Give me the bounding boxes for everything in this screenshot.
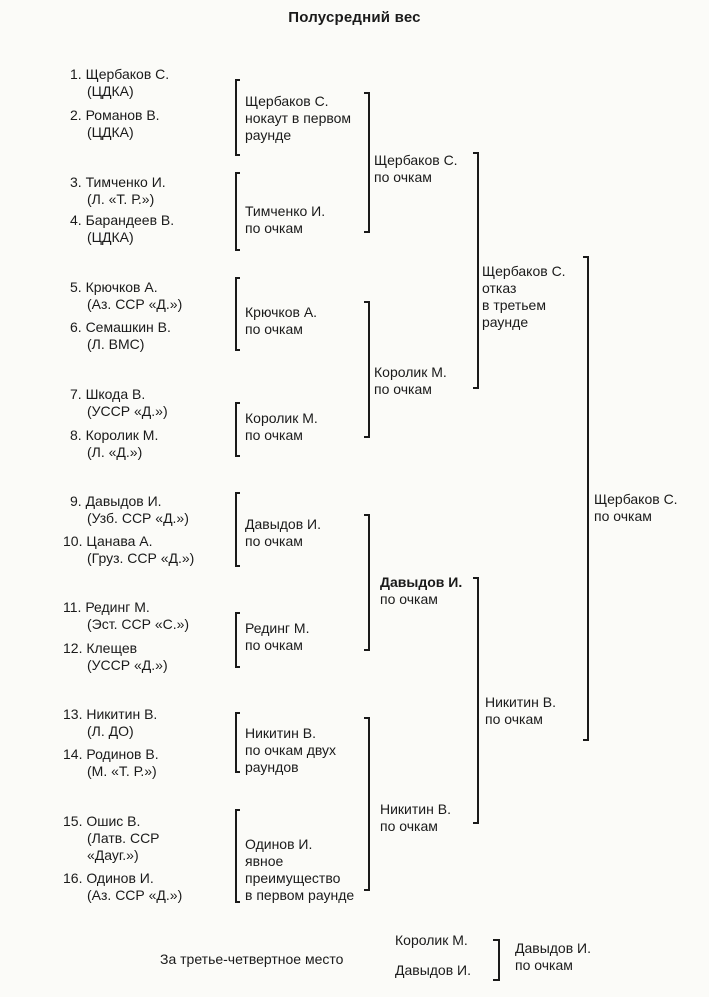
result-line: по очкам: [374, 381, 432, 397]
participant-5: [70, 279, 182, 313]
participant-name: 15. Ошис В.: [63, 813, 141, 829]
third-brace: [493, 940, 499, 980]
winner-name: Щербаков С.: [245, 93, 329, 109]
result-line: по очкам: [380, 818, 438, 834]
participant-club: (ЦДКА): [87, 83, 134, 99]
participant-15: [63, 813, 160, 864]
participant-club: (Л. ДО): [87, 723, 134, 739]
r1-brace-4: [236, 403, 240, 456]
participant-club: (Груз. ССР «Д.»): [87, 550, 195, 566]
participant-club: (ЦДКА): [87, 229, 134, 245]
result-line: в первом раунде: [245, 887, 355, 903]
result-line: по очкам: [245, 427, 303, 443]
result-line: преимущество: [245, 870, 341, 886]
participant-7: [70, 386, 168, 420]
participant-name: 5. Крючков А.: [70, 279, 158, 295]
result-line: отказ: [482, 280, 517, 296]
participant-club: (Л. «Т. Р.»): [87, 191, 155, 207]
result-line: по очкам: [245, 637, 303, 653]
participant-club: (Эст. ССР «С.»): [87, 616, 190, 632]
sf-result-1: [482, 263, 566, 331]
r2-result-4: [380, 801, 451, 835]
winner-name: Крючков А.: [245, 304, 318, 320]
participant-club: (Латв. ССР: [87, 830, 160, 846]
r1-brace-6: [236, 613, 240, 667]
r1-result-6: [245, 620, 309, 654]
participant-club: (Л. ВМС): [87, 336, 145, 352]
r1-result-7: [245, 725, 336, 776]
participant-1: [70, 66, 169, 100]
r2-result-2: [374, 364, 447, 398]
participant-name: 8. Королик М.: [70, 427, 159, 443]
participant-14: [63, 746, 159, 780]
r2-result-3: [380, 574, 462, 608]
participant-name: 2. Романов В.: [70, 107, 160, 123]
winner-name: Щербаков С.: [594, 491, 678, 507]
participant-11: [63, 599, 189, 633]
participant-club-2: «Дауг.»): [87, 847, 139, 863]
participant-16: [63, 870, 182, 904]
result-line: по очкам: [245, 321, 303, 337]
result-line: по очкам: [485, 711, 543, 727]
third-place-result: [515, 940, 591, 974]
participant-club: (ЦДКА): [87, 124, 134, 140]
result-line: в третьем: [482, 297, 546, 313]
result-line: явное: [245, 853, 284, 869]
participant-2: [70, 107, 160, 141]
winner-name: Тимченко И.: [245, 203, 326, 219]
winner-name: Рединг М.: [245, 620, 310, 636]
participant-13: [63, 706, 157, 740]
participant-name: 3. Тимченко И.: [70, 174, 166, 190]
r2-brace-3: [364, 515, 369, 650]
participant-10: [63, 533, 194, 567]
sf-result-2: [485, 694, 556, 728]
r1-result-2: [245, 203, 325, 237]
result-line: по очкам двух: [245, 742, 337, 758]
winner-name: Щербаков С.: [374, 152, 458, 168]
result-line: раунде: [482, 314, 529, 330]
r1-brace-7: [236, 713, 240, 772]
participant-name: 6. Семашкин В.: [70, 319, 171, 335]
sf-brace-1: [473, 153, 478, 388]
participant-6: [70, 319, 171, 353]
r1-brace-5: [236, 493, 240, 566]
final-result: [594, 491, 678, 525]
participant-club: (Узб. ССР «Д.»): [87, 510, 189, 526]
r1-result-4: [245, 410, 318, 444]
participant-name: 10. Цанава А.: [63, 533, 153, 549]
participant-3: [70, 174, 166, 208]
participant-club: (Аз. ССР «Д.»): [87, 296, 183, 312]
r1-brace-2: [236, 173, 240, 250]
winner-name: Королик М.: [374, 364, 447, 380]
participant-name: 9. Давыдов И.: [70, 493, 162, 509]
winner-name: Давыдов И.: [245, 516, 322, 532]
participant-name: 14. Родинов В.: [63, 746, 159, 762]
result-line: по очкам: [245, 220, 303, 236]
participant-name: 1. Щербаков С.: [70, 66, 170, 82]
result-line: по очкам: [515, 957, 573, 973]
r1-result-1: [245, 93, 351, 144]
winner-name: Давыдов И.: [380, 574, 463, 590]
result-line: по очкам: [245, 533, 303, 549]
result-line: по очкам: [374, 169, 432, 185]
participant-club: (Аз. ССР «Д.»): [87, 887, 183, 903]
participant-name: 4. Барандеев В.: [70, 212, 175, 228]
participant-name: 16. Одинов И.: [63, 870, 154, 886]
participant-12: [63, 640, 168, 674]
r2-result-1: [374, 152, 458, 186]
result-line: раунде: [245, 127, 292, 143]
participant-name: 12. Клещев: [63, 640, 138, 656]
r1-brace-8: [236, 810, 240, 902]
winner-name: Никитин В.: [485, 694, 556, 710]
r1-result-8: [245, 836, 354, 904]
winner-name: Королик М.: [245, 410, 318, 426]
r1-brace-3: [236, 278, 240, 350]
winner-name: Щербаков С.: [482, 263, 566, 279]
page-title: Полусредний вес: [288, 9, 421, 26]
result-line: нокаут в первом: [245, 110, 352, 126]
participant-name: 13. Никитин В.: [63, 706, 158, 722]
winner-name: Никитин В.: [380, 801, 451, 817]
r2-brace-4: [364, 718, 369, 890]
participant-club: (УССР «Д.»): [87, 403, 168, 419]
result-line: раундов: [245, 759, 299, 775]
result-line: по очкам: [380, 591, 438, 607]
participant-club: (М. «Т. Р.»): [87, 763, 157, 779]
participant-club: (Л. «Д.»): [87, 444, 143, 460]
final-brace: [583, 257, 588, 740]
r1-result-3: [245, 304, 317, 338]
r2-brace-1: [364, 93, 369, 232]
third-place-label: За третье-четвертное место: [160, 951, 344, 967]
participant-8: [70, 427, 158, 461]
participant-name: 11. Рединг М.: [63, 599, 150, 615]
winner-name: Давыдов И.: [515, 940, 592, 956]
result-line: по очкам: [594, 508, 652, 524]
winner-name: Никитин В.: [245, 725, 316, 741]
third-place-participant-1: Королик М.: [395, 932, 468, 948]
participant-4: [70, 212, 174, 246]
participant-name: 7. Шкода В.: [70, 386, 146, 402]
participant-9: [70, 493, 189, 527]
third-place-participant-2: Давыдов И.: [395, 962, 472, 978]
sf-brace-2: [473, 578, 478, 823]
winner-name: Одинов И.: [245, 836, 313, 852]
r2-brace-2: [364, 302, 369, 437]
participant-club: (УССР «Д.»): [87, 657, 168, 673]
r1-brace-1: [236, 80, 240, 155]
r1-result-5: [245, 516, 321, 550]
